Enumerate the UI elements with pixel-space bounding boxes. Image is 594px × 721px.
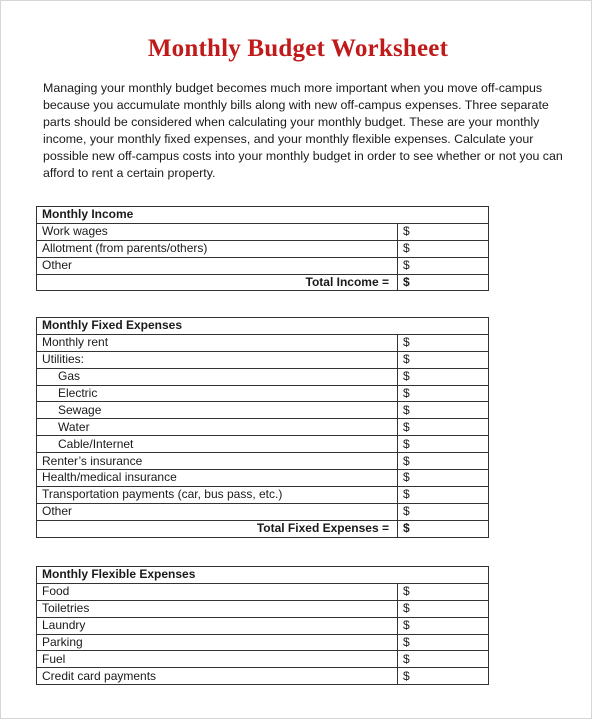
table-row (37, 334, 489, 351)
row-label: Toiletries (37, 600, 398, 617)
table-row (37, 436, 489, 453)
intro-paragraph: Managing your monthly budget becomes much more important when you move off-campus because you accumulate monthly bills along with new off-campus expenses. Three separate parts should be considered when calculating your monthly budget. These are your monthly income, your monthly fixed expenses, and your monthly flexible expenses. Calculate your possible new off-campus costs into your monthly budget in order to see whether or not you can afford to rent a certain property. (43, 81, 563, 180)
total-fixed-amount[interactable]: $ (398, 520, 489, 537)
table-row (37, 240, 489, 257)
amount-cell[interactable]: $ (398, 436, 489, 453)
amount-cell[interactable]: $ (398, 503, 489, 520)
table-header-row (37, 318, 489, 335)
row-label: Fuel (37, 651, 398, 668)
flexible-expenses-table (36, 566, 489, 685)
table-row (37, 257, 489, 274)
fixed-expenses-header: Monthly Fixed Expenses (37, 318, 489, 335)
row-label: Allotment (from parents/others) (37, 240, 398, 257)
table-row (37, 223, 489, 240)
row-label: Electric (37, 385, 398, 402)
flexible-expenses-header: Monthly Flexible Expenses (37, 567, 489, 584)
table-row (37, 651, 489, 668)
amount-cell[interactable]: $ (398, 351, 489, 368)
amount-cell[interactable]: $ (398, 453, 489, 470)
total-fixed-label: Total Fixed Expenses = (37, 520, 398, 537)
amount-cell[interactable]: $ (398, 617, 489, 634)
row-label: Laundry (37, 617, 398, 634)
row-label: Sewage (37, 402, 398, 419)
table-header-row (37, 207, 489, 224)
row-label: Other (37, 257, 398, 274)
table-row (37, 503, 489, 520)
table-row (37, 385, 489, 402)
table-row (37, 583, 489, 600)
row-label: Renter’s insurance (37, 453, 398, 470)
table-row (37, 486, 489, 503)
row-label: Credit card payments (37, 668, 398, 685)
total-income-amount[interactable]: $ (398, 274, 489, 291)
table-header-row (37, 567, 489, 584)
amount-cell[interactable]: $ (398, 651, 489, 668)
amount-cell[interactable]: $ (398, 402, 489, 419)
total-row (37, 274, 489, 291)
amount-cell[interactable]: $ (398, 368, 489, 385)
row-label: Other (37, 503, 398, 520)
row-label: Water (37, 419, 398, 436)
table-row (37, 668, 489, 685)
row-label: Cable/Internet (37, 436, 398, 453)
amount-cell[interactable]: $ (398, 257, 489, 274)
table-row (37, 351, 489, 368)
amount-cell[interactable]: $ (398, 334, 489, 351)
amount-cell[interactable]: $ (398, 634, 489, 651)
row-label: Monthly rent (37, 334, 398, 351)
table-row (37, 402, 489, 419)
table-row (37, 368, 489, 385)
row-label: Gas (37, 368, 398, 385)
row-label: Parking (37, 634, 398, 651)
page-title: Monthly Budget Worksheet (147, 35, 449, 62)
amount-cell[interactable]: $ (398, 240, 489, 257)
table-row (37, 453, 489, 470)
amount-cell[interactable]: $ (398, 419, 489, 436)
row-label: Utilities: (37, 351, 398, 368)
table-row (37, 419, 489, 436)
fixed-expenses-table (36, 317, 489, 538)
total-row (37, 520, 489, 537)
row-label: Transportation payments (car, bus pass, etc.) (37, 486, 398, 503)
row-label: Work wages (37, 223, 398, 240)
income-header: Monthly Income (37, 207, 489, 224)
table-row (37, 600, 489, 617)
amount-cell[interactable]: $ (398, 223, 489, 240)
amount-cell[interactable]: $ (398, 470, 489, 487)
amount-cell[interactable]: $ (398, 668, 489, 685)
total-income-label: Total Income = (37, 274, 398, 291)
amount-cell[interactable]: $ (398, 600, 489, 617)
row-label: Health/medical insurance (37, 470, 398, 487)
table-row (37, 634, 489, 651)
amount-cell[interactable]: $ (398, 583, 489, 600)
amount-cell[interactable]: $ (398, 486, 489, 503)
table-row (37, 470, 489, 487)
row-label: Food (37, 583, 398, 600)
table-row (37, 617, 489, 634)
amount-cell[interactable]: $ (398, 385, 489, 402)
income-table (36, 206, 489, 291)
